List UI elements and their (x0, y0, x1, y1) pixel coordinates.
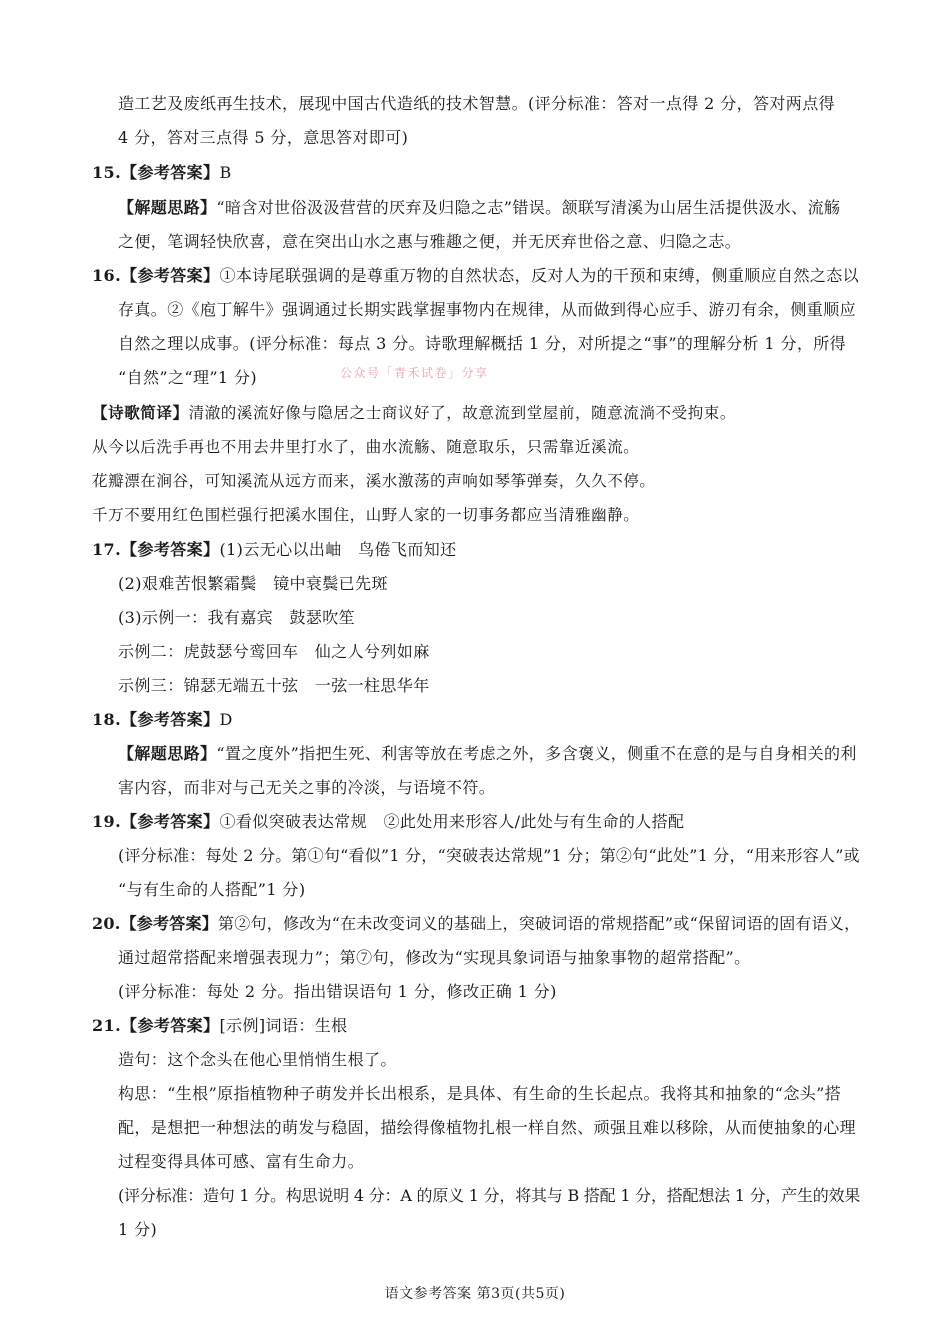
text-line-q15-idea-1 (118, 198, 840, 218)
line-text: (3)示例一：我有嘉宾 鼓瑟吹笙 (118, 608, 356, 627)
line-text: “置之度外”指把生死、利害等放在考虑之外，多含褒义，侧重不在意的是与自身相关的利 (216, 744, 857, 763)
text-line-q20-3 (118, 982, 557, 1002)
text-line-p14-c2 (118, 128, 408, 148)
text-line-q15-answer (92, 163, 232, 183)
line-text: 配，是想把一种想法的萌发与稳固，描绘得像植物扎根一样自然、顽强且难以移除，从而使抽象的心理 (118, 1118, 857, 1137)
line-text: “暗含对世俗汲汲营营的厌弃及归隐之志”错误。颔联写清溪为山居生活提供汲水、流觞 (216, 198, 841, 217)
line-text: 存真。②《庖丁解牛》强调通过长期实践掌握事物内在规律，从而做到得心应手、游刃有余，侧重顺应 (118, 300, 857, 319)
question-number: 18. (92, 710, 122, 729)
text-line-q17-2 (118, 574, 388, 594)
text-line-q17-4 (118, 642, 430, 662)
line-text: 第②句，修改为“在未改变词义的基础上，突破词语的常规搭配”或“保留词语的固有语义， (218, 914, 861, 933)
text-line-q16-2 (118, 300, 856, 320)
question-number: 16. (92, 266, 122, 285)
text-line-q19-2 (118, 846, 860, 866)
section-tag: 【解题思路】 (118, 744, 217, 763)
section-tag: 【解题思路】 (118, 198, 217, 217)
section-tag: 【参考答案】 (121, 540, 220, 559)
text-line-q15-idea-2 (118, 232, 741, 252)
watermark-text: 公众号「青禾试卷」分享 (340, 366, 489, 380)
line-text: ①本诗尾联强调的是尊重万物的自然状态，反对人为的干预和束缚，侧重顺应自然之态以 (219, 266, 860, 285)
text-line-q17-1 (92, 540, 457, 560)
line-text: (评分标准：造句 1 分。构思说明 4 分：A 的原义 1 分，将其与 B 搭配 1 分，搭配想法 1 分，产生的效果 (118, 1186, 861, 1205)
line-text: “与有生命的人搭配”1 分) (118, 880, 306, 899)
text-line-q21-4 (118, 1118, 856, 1138)
text-line-q17-3 (118, 608, 355, 628)
question-number: 19. (92, 812, 122, 831)
text-line-q21-5 (118, 1152, 364, 1172)
section-tag: 【参考答案】 (121, 163, 220, 182)
line-text: 花瓣漂在涧谷，可知溪流从远方而来，溪水激荡的声响如琴筝弹奏，久久不停。 (92, 472, 656, 490)
line-text: B (219, 163, 232, 182)
text-line-q17-5 (118, 676, 430, 696)
text-line-poem-3 (92, 471, 656, 491)
text-line-poem-4 (92, 505, 639, 525)
line-text: 4 分，答对三点得 5 分，意思答对即可) (118, 128, 409, 147)
text-line-poem-2 (92, 437, 639, 457)
line-text: 千万不要用红色围栏强行把溪水围住，山野人家的一切事务都应当清雅幽静。 (92, 506, 640, 524)
section-tag: 【参考答案】 (120, 914, 219, 933)
line-text: 之便，笔调轻快欣喜，意在突出山水之惠与雅趣之便，并无厌弃世俗之意、归隐之志。 (118, 232, 742, 251)
text-line-q21-2 (118, 1050, 397, 1070)
text-line-q18-idea-1 (118, 744, 857, 764)
line-text: 从今以后洗手再也不用去井里打水了，曲水流觞、随意取乐，只需靠近溪流。 (92, 438, 640, 456)
line-text: D (219, 710, 233, 729)
text-line-q21-3 (118, 1084, 841, 1104)
line-text: (评分标准：每处 2 分。第①句“看似”1 分，“突破表达常规”1 分；第②句“此处”1 分，“用来形容人”或 (118, 846, 860, 865)
page-footer: 语文参考答案 第3页(共5页) (384, 1286, 566, 1302)
text-line-p14-c1 (118, 94, 835, 114)
line-text: 示例二：虎鼓瑟兮鸾回车 仙之人兮列如麻 (118, 642, 430, 661)
text-line-q19-1 (92, 812, 684, 832)
line-text: (2)艰难苦恨繁霜鬓 镜中衰鬓已先斑 (118, 574, 388, 593)
text-line-poem-1 (92, 403, 736, 423)
text-line-q18-answer (92, 710, 233, 730)
line-text: 害内容，而非对与己无关之事的冷淡，与语境不符。 (118, 778, 496, 797)
text-line-q16-1 (92, 266, 859, 286)
line-text: 1 分) (118, 1220, 158, 1239)
line-text: 通过超常搭配来增强表现力”；第⑦句，修改为“实现具象词语与抽象事物的超常搭配”。 (118, 948, 751, 967)
text-line-q21-6 (118, 1186, 860, 1206)
line-text: 示例三：锦瑟无端五十弦 一弦一柱思华年 (118, 676, 430, 695)
line-text: 造工艺及废纸再生技术，展现中国古代造纸的技术智慧。(评分标准：答对一点得 2 分，答对两点得 (118, 94, 835, 113)
line-text: 自然之理以成事。(评分标准：每点 3 分。诗歌理解概括 1 分，对所提之“事”的理解分析 1 分，所得 (118, 334, 847, 353)
text-line-q16-3 (118, 334, 846, 354)
text-line-q21-7 (118, 1220, 157, 1240)
line-text: 造句：这个念头在他心里悄悄生根了。 (118, 1050, 397, 1069)
section-tag: 【参考答案】 (121, 710, 220, 729)
text-line-q20-1 (92, 914, 860, 934)
section-tag: 【诗歌简译】 (92, 404, 189, 422)
line-text: “自然”之“理”1 分) (118, 368, 258, 387)
section-tag: 【参考答案】 (121, 1016, 220, 1035)
question-number: 15. (92, 163, 122, 182)
text-line-q18-idea-2 (118, 778, 495, 798)
text-line-q20-2 (118, 948, 751, 968)
section-tag: 【参考答案】 (121, 266, 220, 285)
section-tag: 【参考答案】 (121, 812, 220, 831)
text-line-q19-3 (118, 880, 305, 900)
line-text: [示例]词语：生根 (219, 1016, 348, 1035)
line-text: ①看似突破表达常规 ②此处用来形容人/此处与有生命的人搭配 (219, 812, 685, 831)
text-line-q16-4 (118, 368, 257, 388)
question-number: 21. (92, 1016, 122, 1035)
question-number: 20. (92, 914, 121, 933)
question-number: 17. (92, 540, 122, 559)
line-text: (评分标准：每处 2 分。指出错误语句 1 分，修改正确 1 分) (118, 982, 557, 1001)
line-text: (1)云无心以出岫 鸟倦飞而知还 (219, 540, 457, 559)
line-text: 清澈的溪流好像与隐居之士商议好了，故意流到堂屋前，随意流淌不受拘束。 (188, 404, 737, 422)
line-text: 过程变得具体可感、富有生命力。 (118, 1152, 365, 1171)
text-line-q21-1 (92, 1016, 348, 1036)
line-text: 构思：“生根”原指植物种子萌发并长出根系，是具体、有生命的生长起点。我将其和抽象的“念头”搭 (118, 1084, 842, 1103)
